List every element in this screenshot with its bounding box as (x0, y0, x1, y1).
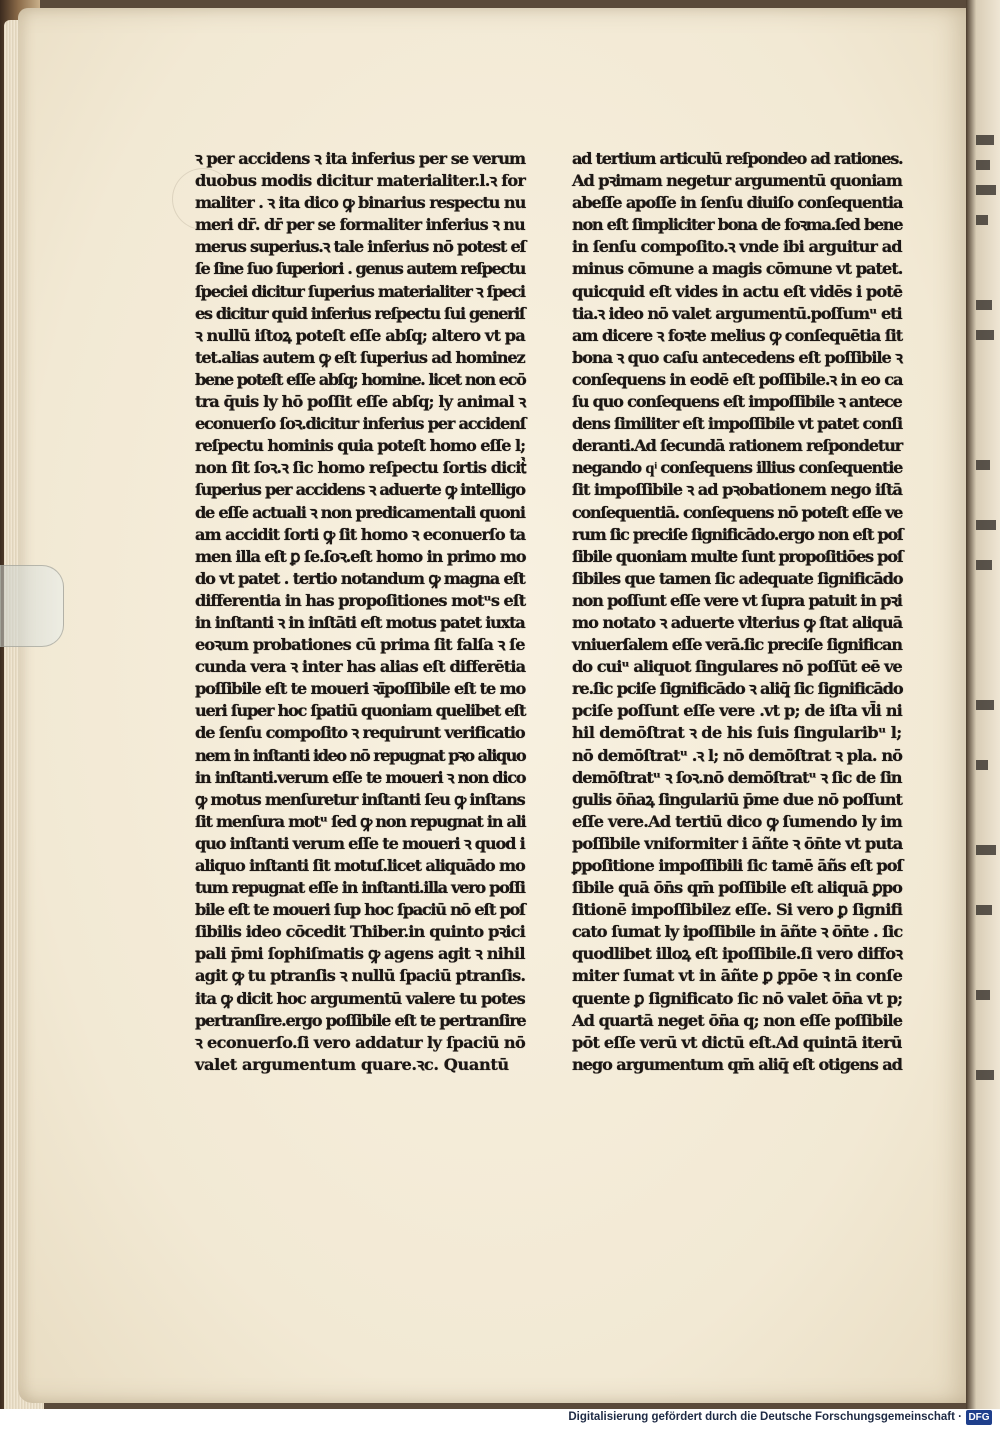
left-column-line: agit ꝙ tu ptranſis ꝛ nullū ſpaciū ptranſis. (195, 966, 526, 986)
funding-credit: Digitalisierung gefördert durch die Deutsche Forschungsgemeinschaft · (568, 1411, 962, 1423)
left-column-line: ꝛ nullū iſtoꝝ poteſt eſſe abſq; altero vt pa (195, 325, 525, 345)
right-column-line: negando qͥ conſequens illius conſequentie (572, 458, 903, 478)
right-column-line: nō demōſtratᵘ .ꝛ l; nō demōſtrat ꝛ pla. nō (572, 745, 903, 765)
right-column-line: Ad pꝛimam negetur argumentū quoniam (572, 171, 902, 191)
right-column-line: tia.ꝛ ideo nō valet argumentū.poſſumᵘ eti (572, 303, 902, 323)
left-column-line: merus superius.ꝛ tale inferius nō potest eſ (195, 237, 526, 257)
right-column-line: ſitionē impoſſibilez eſſe. Si vero ꝑ ſignifi (572, 900, 903, 920)
left-column-line: duobus modis dicitur materialiter.l.ꝛ for (195, 171, 526, 191)
right-column-line: in ſenſu compoſito.ꝛ vnde ibi arguitur ad (572, 237, 902, 257)
right-column-line: ſibiles que tamen ſic adequate ſignificādo (572, 568, 903, 588)
left-column-line: ꝙ motus menſuretur inſtanti ſeu ꝙ inſtans (195, 789, 525, 809)
right-column-line: am dicere ꝛ foꝛte melius ꝙ conſequētia ſit (572, 325, 903, 345)
left-column-line: ſibilis ideo cōcedit Thiber.in quinto pꝛici (195, 922, 525, 942)
left-column-line: in inſtanti.verum eſſe te moueri ꝛ non dico (195, 767, 526, 787)
text-column-left (195, 148, 525, 1076)
right-column-line: pciſe poſſunt eſſe vere .vt p; de iſta vl̄i ni (572, 701, 902, 721)
left-column-line: do vt patet . tertio notandum ꝙ magna eſt (195, 568, 525, 588)
right-column-line: demōſtratᵘ ꝛ ſoꝛ.nō demōſtratᵘ ꝛ ſic de ſin (572, 767, 902, 787)
right-column-line: ad tertium articulū reſpondeo ad rationes. (572, 149, 903, 168)
left-column-line: bile eſt te moueri ſup hoc ſpaciū nō eſt poſ (195, 900, 525, 920)
left-column-line: men illa eſt ꝑ ſe.ſoꝛ.eſt homo in primo mo (195, 546, 526, 566)
right-column-line: eſſe vere.Ad tertiū dico ꝙ ſumendo ly im (572, 811, 902, 831)
right-column-line: ꝑpoſitione impoſſibili ſic tamē āñs eſt poſ (572, 856, 903, 875)
right-column-line: abeſſe apoſſe in ſenſu diuiſo conſequentia (572, 193, 903, 213)
right-column-line: cato ſumat ly ipoſſibile in āñte ꝛ ōn̄te . ſic (572, 922, 903, 942)
right-column-line: bona ꝛ quo caſu antecedens eſt poſſibile ꝛ (572, 347, 902, 367)
left-column-line: nem in inſtanti ideo nō repugnat pꝛo aliquo (195, 745, 526, 765)
left-column-line: valet argumentum quare.ꝛc. Quantū (195, 1054, 509, 1074)
left-column-line: pali p̄mi ſophiſmatis ꝙ agens agit ꝛ nihil (195, 944, 525, 964)
left-column-line: am accidit ſorti ꝙ ſit homo ꝛ econuerſo ta (195, 524, 526, 544)
right-column-line: minus cōmune a magis cōmune vt patet. (572, 259, 903, 279)
left-column-line: reſpectu hominis quia poteſt homo eſſe l; (195, 436, 525, 456)
right-column-line: ſu quo conſequens eſt impoſſibile ꝛ antece (572, 392, 902, 412)
left-column-line: ſit menſura motᵘ ſed ꝙ non repugnat in ali (195, 811, 526, 831)
right-column-line: hil demōſtrat ꝛ de his ſuis ſingularibᵘ l; (572, 723, 902, 743)
left-column-line: meri dr̄. dr̄ per se formaliter inferius ꝛ nu (195, 215, 525, 235)
left-column-line: tum repugnat eſſe in inſtanti.illa vero poſſi (195, 878, 525, 898)
left-column-line: pertranſire.ergo poſſibile eſt te pertranſire (195, 1010, 526, 1030)
left-column-line: ita ꝙ dicit hoc argumentū valere tu potes (195, 988, 525, 1008)
left-column-line: differentia in has propoſitiones motᵘs eſt (195, 590, 526, 610)
left-column-line: maliter . ꝛ ita dico ꝙ binarius respectu nu (195, 193, 526, 213)
right-column-line: rum ſic preciſe ſignificādo.ergo non eſt poſ (572, 524, 903, 544)
left-column-line: tet.alias autem ꝙ eſt ſuperius ad hominez (195, 347, 525, 367)
right-column-line: quodlibet illoꝝ eſt ipoſſibile.ſi vero diffoꝛ (572, 944, 903, 964)
left-column-line: bene poteſt eſſe abſq; homine. licet non ecō (195, 369, 526, 389)
right-column-line: non poſſunt eſſe vere vt ſupra patuit in pꝛi (572, 590, 902, 610)
left-column-line: ꝛ per accidens ꝛ ita inferius per se verum (195, 149, 526, 168)
text-column-right (572, 148, 902, 1076)
left-column-line: poſſibile eſt te moueri ꝛīpoſſibile eſt te mo (195, 679, 526, 699)
right-column-line: nego argumentum qm̄ aliq̄ eſt otigens ad (572, 1054, 902, 1074)
right-column-line: mo notato ꝛ aduerte vlterius ꝙ ſtat aliquā (572, 612, 903, 632)
left-column-line: ſpeciei dicitur ſuperius materialiter ꝛ ſpeci (195, 281, 525, 301)
facing-page-edge (966, 0, 1000, 1429)
right-column-line: quente ꝑ ſignificato ſic nō valet ōn̄a vt p; (572, 988, 903, 1008)
left-column-line: in inſtanti ꝛ in inſtāti eſt motus patet iuxta (195, 612, 525, 632)
right-column-line: Ad quartā neget ōn̄a q; non eſſe poſſibile (572, 1010, 903, 1030)
left-column-line: es dicitur quid inferius reſpectu ſui generiſ (195, 303, 525, 323)
left-column-line: non ſit ſoꝛ.ꝛ ſic homo reſpectu ſortis dicitᷣ (195, 458, 526, 478)
right-column-line: quicquid eſt vides in actu eſt vidēs i potē (572, 281, 903, 301)
left-column-line: ſuperius per accidens ꝛ aduerte ꝙ intelligo (195, 480, 525, 500)
left-column-line: ſe ſine ſuo ſuperiori . genus autem reſpectu (195, 259, 525, 279)
page-clip (0, 565, 64, 647)
right-column-line: conſequens in eodē eſt poſſibile.ꝛ in eo ca (572, 369, 903, 389)
left-column-line: aliquo inſtanti ſit motuſ.licet aliquādo mo (195, 856, 525, 875)
right-column-line: gulis ōn̄aꝝ ſingulariū p̄me due nō poſſunt (572, 789, 902, 809)
left-column-line: quo inſtanti verum eſſe te moueri ꝛ quod i (195, 833, 525, 853)
right-column-line: conſequentiā. conſequens nō poteſt eſſe ve (572, 502, 903, 522)
right-column-line: dens ſimiliter eſt impoſſibile vt patet conſi (572, 414, 902, 434)
right-column-line: non eſt ſimpliciter bona de foꝛma.ſed bene (572, 215, 903, 235)
right-column-line: miter ſumat vt in āñte ꝑ ꝑpōe ꝛ in conſe (572, 966, 903, 986)
left-column-line: econuerſo ſoꝛ.dicitur inferius per accidenſ (195, 414, 526, 434)
right-column-line: ſibile quā ōn̄s qm̄ poſſibile eſt aliquā ꝑpo (572, 878, 903, 898)
left-column-line: ueri ſuper hoc ſpatiū quoniam quelibet eſt (195, 701, 526, 721)
left-column-line: de ſenſu compoſito ꝛ requirunt verificatio (195, 723, 525, 743)
right-column-line: pōt eſſe verū vt dictū eſt.Ad quintā iterū (572, 1032, 902, 1052)
left-column-line: ꝛ econuerſo.ſi vero addatur ly ſpaciū nō (195, 1032, 526, 1052)
right-column-line: do cuiᵘ aliquot ſingulares nō poſſūt eē ve (572, 657, 902, 677)
left-column-line: de eſſe actuali ꝛ non predicamentali quoni (195, 502, 525, 522)
right-column-line: deranti.Ad ſecundā rationem reſpondetur (572, 436, 903, 456)
right-column-line: vniuerſalem eſſe verā.ſic preciſe ſignifican (572, 635, 902, 655)
dfg-logo[interactable]: DFG (966, 1410, 992, 1425)
right-column-line: ſit impoſſibile ꝛ ad pꝛobationem nego iſtā (572, 480, 902, 500)
left-column-line: eoꝛum probationes cū prima ſit falſa ꝛ ſe (195, 635, 525, 655)
right-column-line: poſſibile vniformiter i āñte ꝛ ōn̄te vt puta (572, 833, 903, 853)
left-column-line: cunda vera ꝛ inter has alias eſt differētia (195, 657, 526, 677)
right-column-line: re.ſic pciſe ſignificādo ꝛ aliq̄ ſic ſignificādo (572, 679, 903, 699)
right-column-line: ſibile quoniam multe ſunt propoſitiōes poſ (572, 546, 903, 566)
left-column-line: tra q̄uis ly hō poſſit eſſe abſq; ly animal ꝛ (195, 392, 526, 412)
